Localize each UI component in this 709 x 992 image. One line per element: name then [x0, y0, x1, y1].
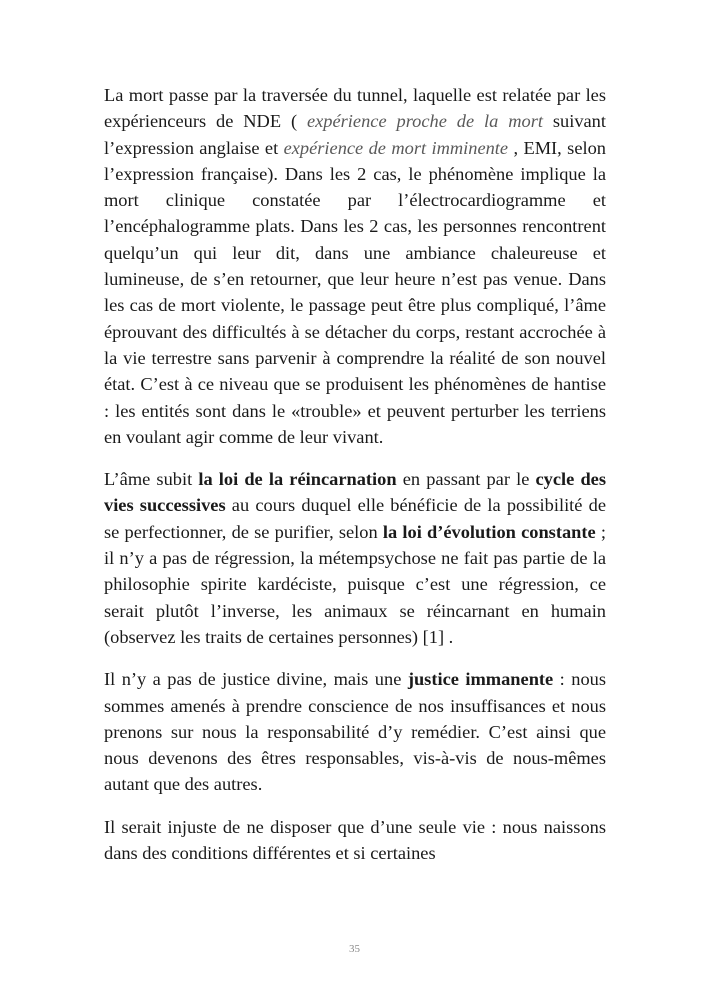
text-segment: en passant par le — [396, 469, 536, 490]
text-segment: au cours duquel elle bénéficie de la possibilité de se perfectionner, de se purifier, selon — [104, 495, 606, 542]
text-segment: ; il n’y a pas de régression, la métempsychose ne fait pas partie de la philosophie spirite kardéciste, puisque c’est une régression, ce serait plutôt l’inverse, les animaux se réincarnant en humain (observez les traits de certaines personnes) [1] . — [104, 521, 606, 647]
text-segment: Il serait injuste de ne disposer que d’une seule vie : nous naissons dans des conditions différentes et si certaines — [104, 816, 606, 864]
italic-phrase: expérience proche de la mort — [306, 111, 543, 132]
text-segment: suivant l’expression anglaise et — [104, 111, 606, 158]
paragraph-tunnel — [104, 82, 606, 450]
bold-phrase: la loi de la réincarnation — [198, 469, 397, 490]
body-text — [104, 82, 606, 882]
paragraph-reincarnation — [104, 466, 606, 650]
text-segment: : nous sommes amenés à prendre conscience de nos insuffisances et nous prenons sur nous la responsabilité d’y remédier. C’est ainsi que nous devenons des êtres responsables, vis-à-vis de nous-mêmes autant que des autres. — [104, 669, 606, 795]
text-segment: , EMI, selon l’expression française). Dans les 2 cas, le phénomène implique la mort clinique constatée par l’électrocardiogramme et l’encéphalogramme plats. Dans les 2 cas, les personnes rencontrent quelqu’un qui leur dit, dans une ambiance chaleureuse et lumineuse, de s’en retourner, que leur heure n’est pas venue. Dans les cas de mort violente, le passage peut être plus compliqué, l’âme éprouvant des difficultés à se détacher du corps, restant accrochée à la vie terrestre sans parvenir à comprendre la réalité de son nouvel état. C’est à ce niveau que se produisent les phénomènes de hantise : les entités sont dans le «trouble» et peuvent perturber les terriens en voulant agir comme de leur vivant. — [104, 137, 606, 447]
bold-phrase: la loi d’évolution constante — [382, 521, 596, 542]
text-segment: Il n’y a pas de justice divine, mais une — [104, 669, 408, 690]
paragraph-justice — [104, 666, 606, 797]
text-segment: La mort passe par la traversée du tunnel, laquelle est relatée par les expérienceurs de NDE ( — [104, 85, 606, 132]
italic-phrase: expérience de mort imminente — [283, 137, 509, 158]
text-segment: L’âme subit — [104, 469, 199, 490]
bold-phrase: justice immanente — [407, 669, 554, 690]
page-number: 35 — [349, 943, 360, 955]
bold-phrase: cycle des vies successives — [104, 469, 606, 516]
paragraph-single-life — [104, 814, 606, 867]
